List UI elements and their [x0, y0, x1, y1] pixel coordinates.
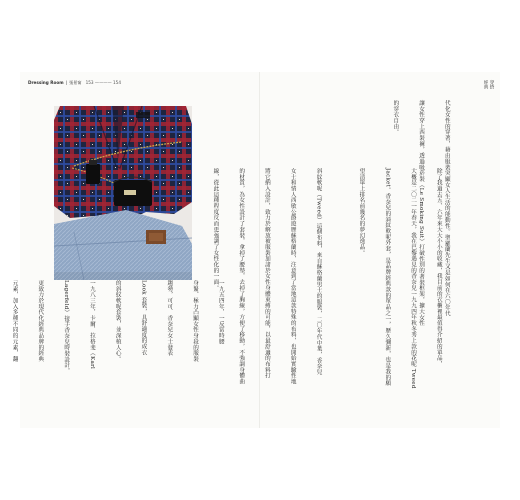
text-line: 更致力於現代化經典品牌的經典	[37, 280, 44, 362]
running-head-separator: |	[65, 80, 68, 85]
tweed-jacket-photo	[54, 106, 192, 280]
running-head-author: 張景甯	[69, 80, 82, 85]
section-label-line: 穿搭	[489, 80, 494, 90]
text-line: 將它納入設計，致力於解放被服裝加諸於女性身體束縛的可能，以最舒適的布料打	[263, 168, 270, 379]
text-line: 身緊、極力凸顯女性身段的服裝	[192, 280, 199, 362]
text-line: 一九八三年，卡爾．拉格斐（Karl	[88, 280, 95, 370]
right-page-body	[194, 168, 460, 398]
text-line: Lagerfeld）接手香奈兒時裝設計，	[63, 280, 70, 374]
running-head	[28, 80, 121, 86]
section-label-line: 經典	[483, 80, 488, 90]
text-line: 除了我過去五、六年來大大小小的收藏，我目前的衣櫃裡最值得介紹的單品，	[435, 168, 442, 367]
text-line: 元素，加入多種不同的元素，翻	[11, 280, 18, 362]
running-head-section: Dressing Room	[28, 80, 64, 85]
text-line: 女士和情人西敏公爵遊歷蘇格蘭時，注意到了當地這款特殊的布料，也開始實驗性地	[289, 168, 296, 385]
text-line: 趨勢，可可．香奈兒女士發表	[166, 280, 173, 357]
text-line: Jacket。香奈兒的斜紋軟呢外套，是品牌經典款的單品之一，歷久彌新，也是我的願	[384, 168, 391, 387]
text-line: 望清單上排名前幾名的夢幻逸品。	[358, 168, 365, 256]
text-line: 斜紋軟呢（Tweed）這個布料，來自蘇格蘭男士的服裝，二〇年代中葉，香奈兒	[315, 168, 322, 375]
text-line: 的斜紋軟呢套裝，並深植人心。	[114, 280, 121, 362]
text-line: 一九五四年，一反當時腰	[217, 280, 224, 345]
text-line: 的材質，為女性設計了套裝，拿掉了腰墊，去掉了胸線，方便了移動，不強調身體曲	[238, 168, 245, 385]
text-line: 大概是二〇二一年春天，我在巴黎遇見的香奈兒一九九四年秋冬秀上款的花呢 Tweed	[410, 168, 417, 389]
text-line: Look 套裝，具舒適度的成衣	[140, 280, 147, 356]
running-head-pages: 153 ———— 154	[85, 80, 121, 85]
section-label	[482, 80, 494, 89]
text-line: 線，從此這種程度反而更強調了女性化的一面。	[212, 168, 219, 291]
text-line: 代化女性的穿著，藉由服裝突顯女人生活的能動性。聖羅蘭先生又是如何在六〇年代	[443, 100, 450, 317]
text-line: 讓女性穿上西裝褲，透過吸菸裝（Le Smoking Suit）打破性別的著裝框架，擴大女性	[418, 100, 425, 327]
text-line: 的穿衣自由。	[392, 100, 399, 136]
